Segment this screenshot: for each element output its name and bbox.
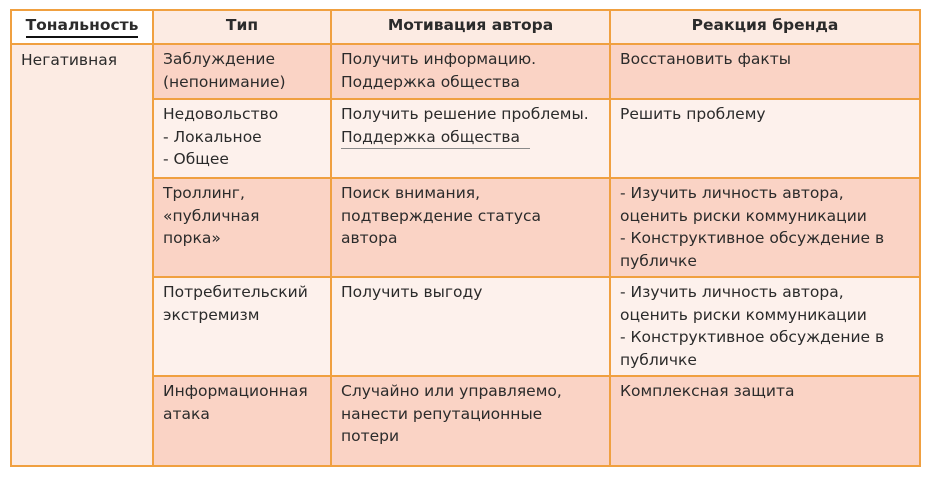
cell-line: - Изучить личность автора, <box>620 283 844 301</box>
cell-line: Комплексная защита <box>620 382 795 400</box>
cell-line: Троллинг, <box>163 184 245 202</box>
header-motivation: Мотивация автора <box>331 10 610 44</box>
cell-line: Решить проблему <box>620 105 766 123</box>
cell-line: Потребительский <box>163 283 308 301</box>
cell-line: Заблуждение <box>163 50 276 68</box>
tonality-table <box>10 9 921 467</box>
tone-cell: Негативная <box>11 44 153 466</box>
cell-line: - Локальное <box>163 127 262 146</box>
cell-line: Поддержка общества <box>341 126 530 150</box>
cell-line: потери <box>341 427 400 445</box>
cell-line: Получить решение проблемы. <box>341 105 589 123</box>
motivation-cell <box>331 99 610 178</box>
cell-line: - Изучить личность автора, <box>620 184 844 202</box>
type-cell <box>153 99 331 178</box>
header-reaction: Реакция бренда <box>610 10 920 44</box>
motivation-cell <box>331 376 610 466</box>
type-cell <box>153 178 331 277</box>
cell-line: Недовольство <box>163 105 279 123</box>
cell-line: публичке <box>620 251 697 270</box>
header-type: Тип <box>153 10 331 44</box>
type-cell <box>153 277 331 376</box>
cell-line: - Конструктивное обсуждение в <box>620 328 885 346</box>
motivation-cell <box>331 44 610 99</box>
cell-line: Поддержка общества <box>341 72 521 91</box>
cell-line: - Общее <box>163 150 229 168</box>
reaction-cell <box>610 277 920 376</box>
cell-line: публичке <box>620 350 697 369</box>
type-cell <box>153 44 331 99</box>
motivation-cell <box>331 277 610 376</box>
table-row <box>11 44 920 99</box>
cell-line: Восстановить факты <box>620 50 791 68</box>
cell-line: экстремизм <box>163 305 260 324</box>
type-cell <box>153 376 331 466</box>
cell-line: - Конструктивное обсуждение в <box>620 229 885 247</box>
cell-line: оценить риски коммуникации <box>620 206 867 225</box>
cell-line: (непонимание) <box>163 72 286 91</box>
cell-line: подтверждение статуса автора <box>341 206 542 247</box>
cell-line: Информационная <box>163 382 308 400</box>
cell-line: Получить выгоду <box>341 283 483 301</box>
cell-line: «публичная <box>163 206 260 225</box>
cell-line: оценить риски коммуникации <box>620 305 867 324</box>
header-row <box>11 10 920 44</box>
cell-line: Случайно или управляемо, <box>341 382 562 400</box>
motivation-cell <box>331 178 610 277</box>
reaction-cell <box>610 376 920 466</box>
cell-line: нанести репутационные <box>341 404 543 423</box>
reaction-cell <box>610 99 920 178</box>
reaction-cell <box>610 44 920 99</box>
header-tone: Тональность <box>11 10 153 44</box>
reaction-cell <box>610 178 920 277</box>
cell-line: атака <box>163 404 210 423</box>
cell-line: Получить информацию. <box>341 50 537 68</box>
cell-line: порка» <box>163 229 221 247</box>
cell-line: Поиск внимания, <box>341 184 481 202</box>
